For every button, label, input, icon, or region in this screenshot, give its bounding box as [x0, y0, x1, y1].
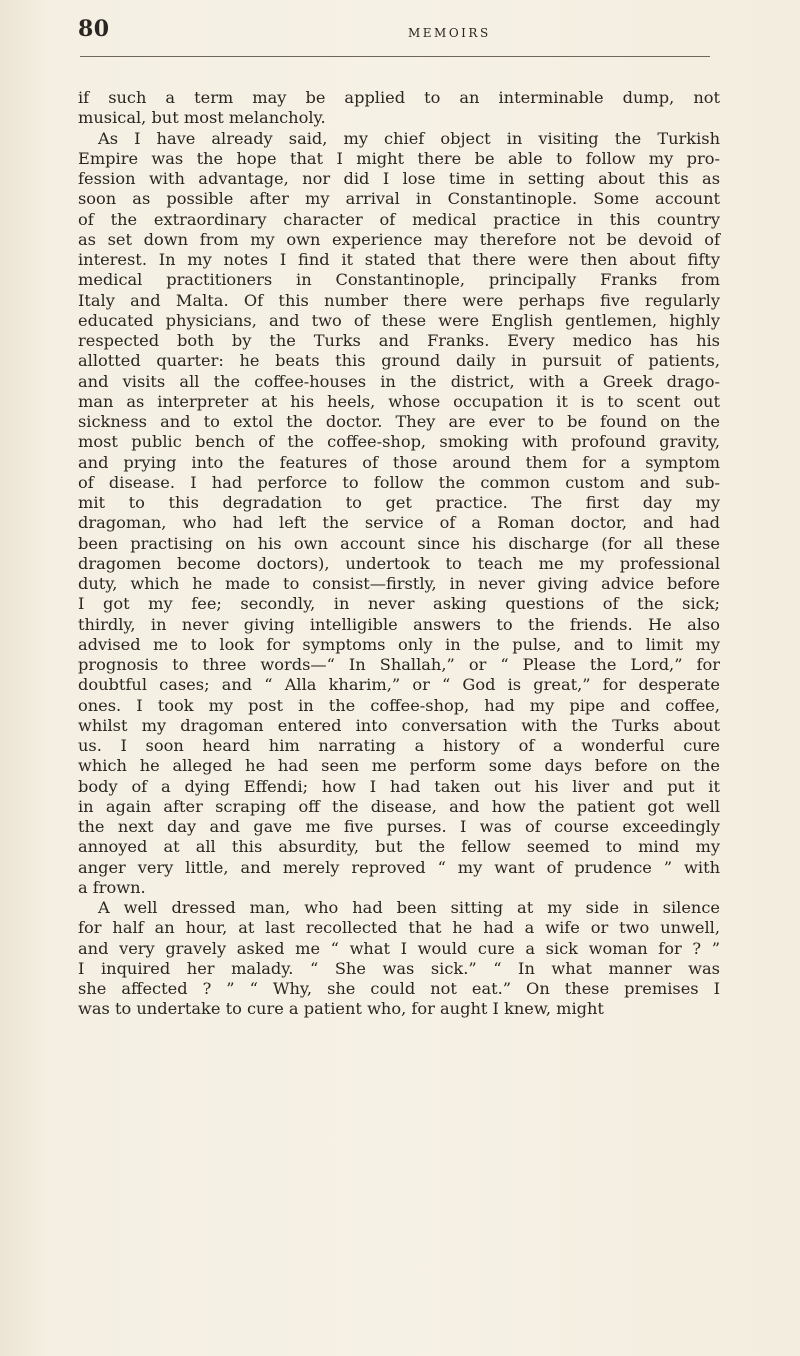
text-line: us. I soon heard him narrating a history of a wonderful cure: [78, 736, 720, 755]
text-line: allotted quarter: he beats this ground daily in pursuit of patients,: [78, 351, 720, 371]
body-text: [78, 88, 720, 1020]
text-line: I inquired her malady. “ She was sick.” “ In what manner was: [78, 958, 720, 978]
text-line: body of a dying Effendi; how I had taken out his liver and put it: [78, 776, 720, 796]
text-line: As I have already said, my chief object in visiting the Turkish: [98, 128, 720, 148]
text-line: dragomen become doctors), undertook to teach me my professional: [78, 553, 720, 573]
text-line: dragoman, who had left the service of a Roman doctor, and had: [78, 513, 720, 533]
text-line: whilst my dragoman entered into conversation with the Turks about: [78, 715, 720, 735]
text-line: of disease. I had perforce to follow the common custom and sub-: [78, 472, 720, 492]
text-line: for half an hour, at last recollected that he had a wife or two unwell,: [78, 918, 720, 938]
text-line: thirdly, in never giving intelligible answers to the friends. He also: [78, 614, 720, 634]
text-line: medical practitioners in Constantinople, principally Franks from: [78, 270, 720, 290]
text-line: sickness and to extol the doctor. They are ever to be found on the: [78, 412, 720, 431]
paragraph: [78, 88, 720, 129]
text-line: soon as possible after my arrival in Constantinople. Some account: [78, 189, 720, 209]
text-line: which he alleged he had seen me perform some days before on the: [78, 756, 720, 776]
text-line: the next day and gave me five purses. I was of course exceedingly: [78, 817, 720, 836]
running-head: MEMOIRS: [408, 26, 491, 40]
text-line: if such a term may be applied to an interminable dump, not: [78, 88, 720, 107]
text-line: she affected ? ” “ Why, she could not eat.” On these premises I: [78, 979, 720, 998]
text-line: A well dressed man, who had been sitting at my side in silence: [98, 898, 720, 917]
text-line: been practising on his own account since his discharge (for all these: [78, 533, 720, 553]
text-line: duty, which he made to consist—firstly, in never giving advice before: [78, 574, 720, 593]
text-line: and very gravely asked me “ what I would cure a sick woman for ? ”: [78, 938, 720, 958]
text-line: annoyed at all this absurdity, but the fellow seemed to mind my: [78, 837, 720, 857]
text-line: man as interpreter at his heels, whose occupation it is to scent out: [78, 391, 720, 411]
text-line: prognosis to three words—“ In Shallah,” or “ Please the Lord,” for: [78, 655, 720, 674]
text-line: a frown.: [78, 877, 146, 897]
text-line: anger very little, and merely reproved “ my want of prudence ” with: [78, 857, 720, 877]
page-number: 80: [78, 16, 110, 42]
text-line: interest. In my notes I find it stated that there were then about fifty: [78, 250, 720, 269]
text-line: as set down from my own experience may therefore not be devoid of: [78, 229, 720, 249]
paragraph: [78, 129, 720, 899]
paragraph: [78, 898, 720, 1020]
text-line: ones. I took my post in the coffee-shop, had my pipe and coffee,: [78, 695, 720, 715]
text-line: fession with advantage, nor did I lose time in setting about this as: [78, 169, 720, 188]
text-line: and visits all the coffee-houses in the district, with a Greek drago-: [78, 371, 720, 391]
text-line: and prying into the features of those around them for a symptom: [78, 452, 720, 472]
text-line: mit to this degradation to get practice. The first day my: [78, 493, 720, 512]
text-line: Italy and Malta. Of this number there were perhaps five regularly: [78, 290, 720, 310]
text-line: most public bench of the coffee-shop, smoking with profound gravity,: [78, 432, 720, 452]
text-line: musical, but most melancholy.: [78, 108, 326, 128]
text-line: advised me to look for symptoms only in the pulse, and to limit my: [78, 634, 720, 654]
text-line: respected both by the Turks and Franks. Every medico has his: [78, 331, 720, 350]
text-line: was to undertake to cure a patient who, for aught I knew, might: [78, 999, 604, 1019]
text-line: of the extraordinary character of medical practice in this country: [78, 209, 720, 229]
text-line: doubtful cases; and “ Alla kharim,” or “ God is great,” for desperate: [78, 675, 720, 695]
text-line: Empire was the hope that I might there be able to follow my pro-: [78, 148, 720, 168]
header-rule: [80, 56, 710, 57]
text-line: I got my fee; secondly, in never asking questions of the sick;: [78, 594, 720, 614]
text-line: in again after scraping off the disease, and how the patient got well: [78, 796, 720, 816]
text-line: educated physicians, and two of these were English gentlemen, highly: [78, 310, 720, 330]
page-header: [78, 16, 718, 56]
